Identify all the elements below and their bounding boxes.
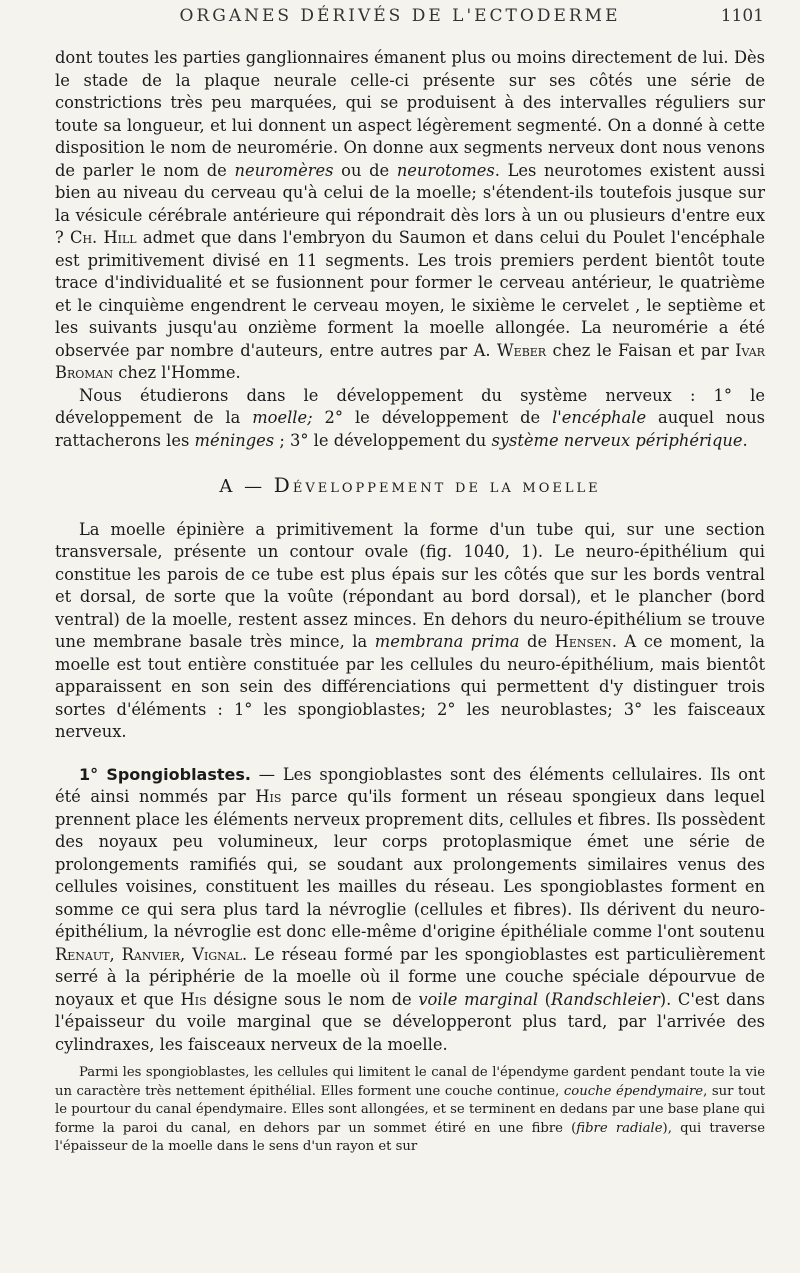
paragraph-plan: Nous étudierons dans le développement du système nerveux : 1° le développement de la moelle; 2° le développement de l'encéphale auquel nous rattacherons les méninges ; 3° le développement du système nerveux périphérique. <box>55 385 765 450</box>
section-heading: A — Développement de la moelle <box>219 473 601 497</box>
page-header <box>0 6 800 36</box>
paragraph-ependyme: Parmi les spongioblastes, les cellules qui limitent le canal de l'épendyme gardent pendant toute la vie un caractère très nettement épithélial. Elles forment une couche continue, couche épendymaire, sur tout le pourtour du canal épendymaire. Elles sont allongées, et se terminent en dedans par une base plane qui forme la paroi du canal, en dehors par un sommet étiré en une fibre (fibre radiale), qui traverse l'épaisseur de la moelle dans le sens d'un rayon et sur <box>55 1065 766 1154</box>
running-title: ORGANES DÉRIVÉS DE L'ECTODERME <box>179 6 621 26</box>
small-print-note <box>55 1064 765 1157</box>
body-text <box>55 47 765 1157</box>
paragraph-moelle: La moelle épinière a primitivement la forme d'un tube qui, sur une section transversale, présente un contour ovale (fig. 1040, 1). Le neuro-épithélium qui constitue les parois de ce tube est plus épais sur les côtés que sur les bords ventral et dorsal, de sorte que la voûte (répondant au bord dorsal), et le plancher (bord ventral) de la moelle, restent assez minces. En dehors du neuro-épithélium se trouve une membrane basale très mince, la membrana prima de Hensen. A ce moment, la moelle est tout entière constituée par les cellules du neuro-épithélium, mais bientôt apparaissent en son sein des différenciations qui permettent d'y distinguer trois sortes d'éléments : 1° les spongioblastes; 2° les neuroblastes; 3° les faisceaux nerveux. <box>55 519 765 741</box>
paragraph-spongioblastes: 1° Spongioblastes. — Les spongioblastes sont des éléments cellulaires. Ils ont été ainsi nommés par His parce qu'ils forment un réseau spongieux dans lequel prennent place les éléments nerveux proprement dits, cellules et fibres. Ils possèdent des noyaux peu volumineux, leur corps protoplasmique émet une série de prolongements ramifiés qui, se soudant aux prolongements similaires venus des cellules voisines, constituent les mailles du réseau. Les spongioblastes forment en somme ce qui sera plus tard la névroglie (cellules et fibres). Ils dérivent du neuro-épithélium, la névroglie est donc elle-même d'origine épithéliale comme l'ont soutenu Renaut, Ranvier, Vignal. Le réseau formé par les spongioblastes est particulièrement serré à la périphérie de la moelle où il forme une couche spéciale dépourvue de noyaux et que His désigne sous le nom de voile marginal (Randschleier). C'est dans l'épaisseur du voile marginal que se développeront plus tard, par l'arrivée des cylindraxes, les faisceaux nerveux de la moelle. <box>55 764 766 1054</box>
page-number: 1101 <box>720 6 764 26</box>
subsection-label: 1° Spongioblastes. <box>79 764 251 784</box>
paragraph-neuromeria: dont toutes les parties ganglionnaires émanent plus ou moins directement de lui. Dès le stade de la plaque neurale celle-ci présente sur ses côtés une série de constrictions très peu marquées, qui se produisent à des intervalles réguliers sur toute sa longueur, et lui donnent un aspect légèrement segmenté. On a donné à cette disposition le nom de neuromérie. On donne aux segments nerveux dont nous venons de parler le nom de neuromères ou de neurotomes. Les neurotomes existent aussi bien au niveau du cerveau qu'à celui de la moelle; s'étendent-ils toutefois jusque sur la vésicule cérébrale antérieure qui répondrait dès lors à un ou plusieurs d'entre eux ? Ch. Hill admet que dans l'embryon du Saumon et dans celui du Poulet l'encéphale est primitivement divisé en 11 segments. Les trois premiers perdent bientôt toute trace d'individualité et se fusionnent pour former le cerveau antérieur, le quatrième et le cinquième engendrent le cerveau moyen, le sixième le cervelet , le septième et les suivants jusqu'au onzième forment la moelle allongée. La neuromérie a été observée par nombre d'auteurs, entre autres par A. Weber chez le Faisan et par Ivar Broman chez l'Homme. <box>55 48 766 382</box>
